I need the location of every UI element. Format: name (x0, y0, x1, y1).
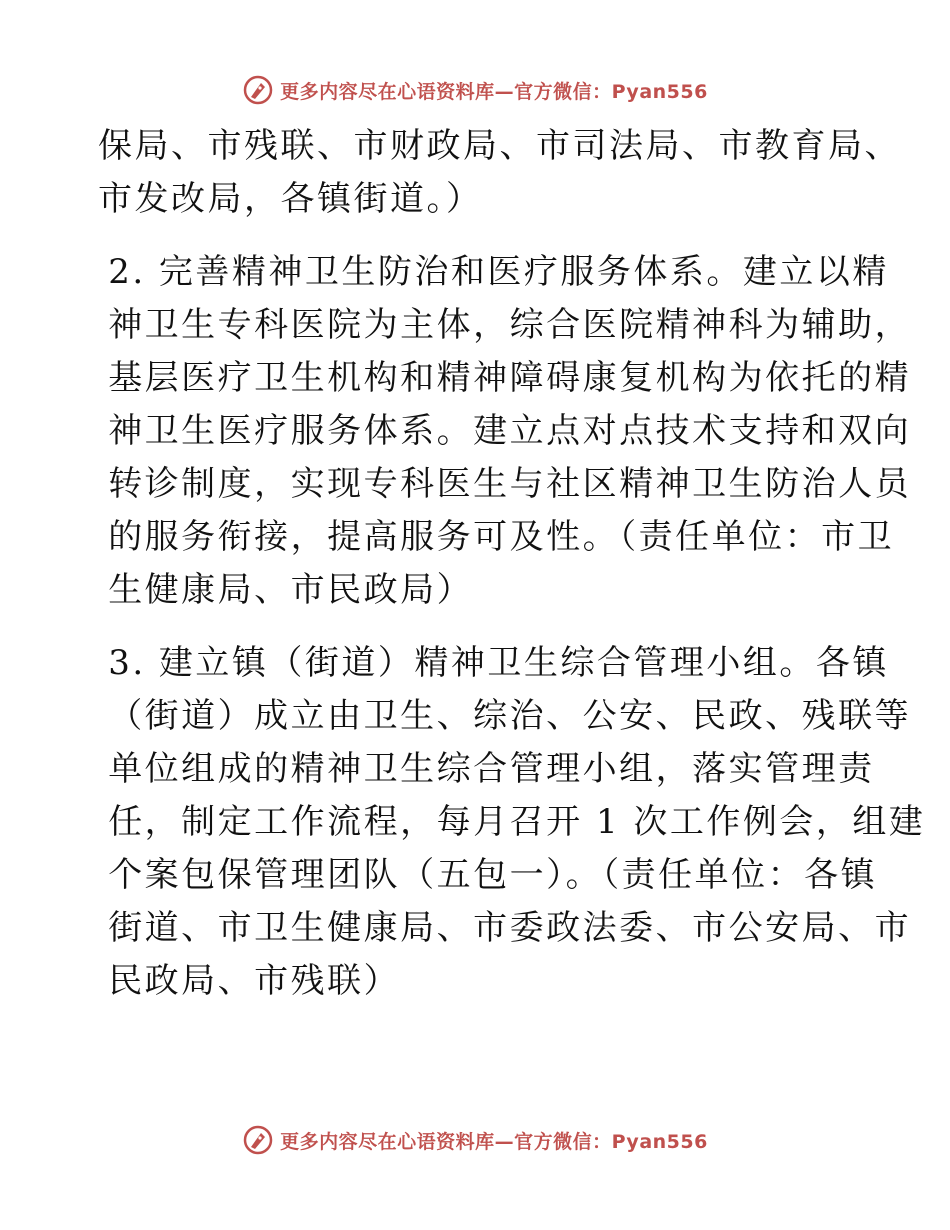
document-body (98, 120, 926, 1028)
text-line: 生健康局、市民政局） (108, 570, 474, 610)
paragraph-item-3 (98, 637, 926, 1008)
paragraph-item-2 (98, 246, 912, 617)
text-line: 保局、市残联、市财政局、市司法局、市教育局、 (98, 126, 901, 166)
text-line: 街道、市卫生健康局、市委政法委、市公安局、市 (108, 908, 912, 948)
footer-watermark (0, 1120, 950, 1160)
pen-nib-circle-icon (242, 1124, 274, 1156)
text-line: 市发改局，各镇街道。） (98, 179, 483, 219)
paragraph-continuation (98, 120, 901, 226)
watermark-text: 更多内容尽在心语资料库—官方微信：Pyan556 (280, 1130, 708, 1153)
watermark-group (242, 74, 708, 106)
header-watermark (0, 70, 950, 110)
text-line: 转诊制度，实现专科医生与社区精神卫生防治人员 (108, 464, 912, 504)
text-line: 民政局、市残联） (108, 961, 401, 1001)
text-line: 的服务衔接，提高服务可及性。（责任单位：市卫 (108, 517, 895, 557)
text-line: （街道）成立由卫生、综治、公安、民政、残联等 (108, 696, 912, 736)
pen-nib-circle-icon (242, 74, 274, 106)
text-line: 神卫生医疗服务体系。建立点对点技术支持和双向 (108, 411, 912, 451)
text-line: 个案包保管理团队（五包一）。（责任单位：各镇 (108, 855, 878, 895)
watermark-group (242, 1124, 708, 1156)
text-line: 任，制定工作流程，每月召开 1 次工作例会，组建 (108, 802, 926, 842)
text-line: 2. 完善精神卫生防治和医疗服务体系。建立以精 (108, 252, 889, 292)
text-line: 神卫生专科医院为主体，综合医院精神科为辅助， (108, 305, 912, 345)
text-line: 单位组成的精神卫生综合管理小组，落实管理责 (108, 749, 875, 789)
watermark-text: 更多内容尽在心语资料库—官方微信：Pyan556 (280, 80, 708, 103)
text-line: 基层医疗卫生机构和精神障碍康复机构为依托的精 (108, 358, 912, 398)
text-line: 3. 建立镇（街道）精神卫生综合管理小组。各镇 (108, 643, 889, 683)
